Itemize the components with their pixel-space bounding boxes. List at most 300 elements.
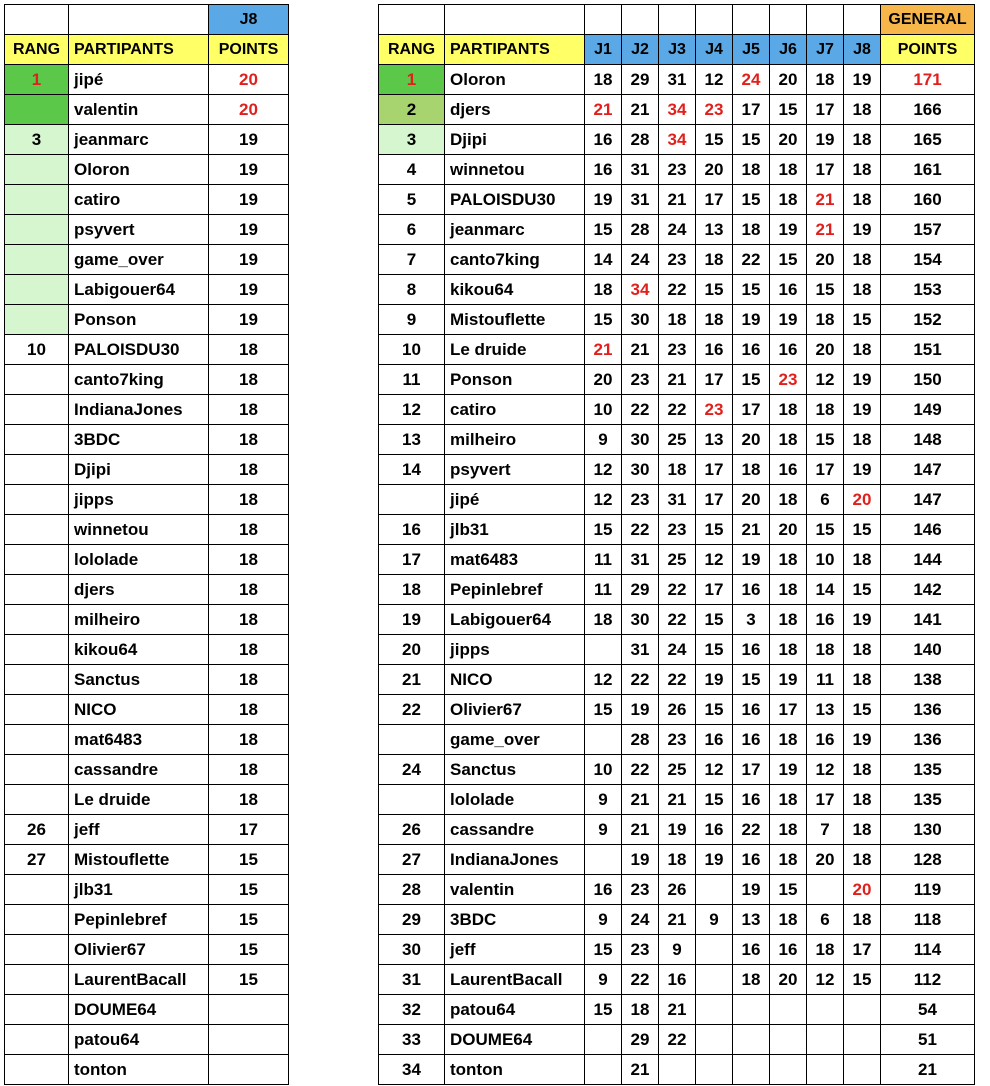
rank-header: RANG <box>5 35 69 65</box>
participant-name: kikou64 <box>445 275 585 305</box>
total-points-cell: 165 <box>881 125 975 155</box>
rank-cell <box>5 425 69 455</box>
round-score-j2: 21 <box>622 95 659 125</box>
table-row <box>5 245 289 275</box>
empty-header-cell <box>445 5 585 35</box>
round-score-j5: 24 <box>733 65 770 95</box>
round-score-j8: 18 <box>844 275 881 305</box>
total-points-cell: 148 <box>881 425 975 455</box>
rank-cell: 22 <box>379 695 445 725</box>
round-score-j4: 15 <box>696 695 733 725</box>
table-row <box>5 1025 289 1055</box>
participant-name: psyvert <box>445 455 585 485</box>
participant-name: milheiro <box>445 425 585 455</box>
round-score-j3: 31 <box>659 65 696 95</box>
participant-name: psyvert <box>69 215 209 245</box>
total-points-cell: 144 <box>881 545 975 575</box>
table-row <box>379 995 975 1025</box>
round-score-j2: 23 <box>622 935 659 965</box>
empty-header-cell <box>696 5 733 35</box>
round-score-j3: 23 <box>659 515 696 545</box>
participant-name: LaurentBacall <box>445 965 585 995</box>
rank-cell <box>5 965 69 995</box>
points-cell <box>209 1055 289 1085</box>
round-score-j8: 18 <box>844 245 881 275</box>
participant-name: jeanmarc <box>69 125 209 155</box>
participant-name: PALOISDU30 <box>69 335 209 365</box>
round-score-j7: 21 <box>807 185 844 215</box>
round-score-j8: 18 <box>844 155 881 185</box>
round-score-j2: 18 <box>622 995 659 1025</box>
points-cell: 20 <box>209 65 289 95</box>
participant-name: jipé <box>69 65 209 95</box>
round-score-j2: 23 <box>622 485 659 515</box>
participant-name: lololade <box>445 785 585 815</box>
rank-cell: 5 <box>379 185 445 215</box>
participant-name: patou64 <box>69 1025 209 1055</box>
table-row <box>379 395 975 425</box>
rank-cell: 24 <box>379 755 445 785</box>
round-score-j3: 21 <box>659 905 696 935</box>
total-points-cell: 135 <box>881 785 975 815</box>
round-score-j2: 19 <box>622 845 659 875</box>
total-points-cell: 149 <box>881 395 975 425</box>
round-score-j8: 19 <box>844 365 881 395</box>
total-points-cell: 157 <box>881 215 975 245</box>
participant-name: Oloron <box>69 155 209 185</box>
participant-name: IndianaJones <box>69 395 209 425</box>
round-score-j1: 16 <box>585 125 622 155</box>
participant-name: Pepinlebref <box>445 575 585 605</box>
round-score-j5: 19 <box>733 305 770 335</box>
round-score-j2: 22 <box>622 965 659 995</box>
round-score-j8: 18 <box>844 125 881 155</box>
rank-cell <box>5 605 69 635</box>
round-score-j3: 24 <box>659 215 696 245</box>
table-row <box>379 755 975 785</box>
table-row <box>379 155 975 185</box>
round-header-j1: J1 <box>585 35 622 65</box>
table-row <box>5 635 289 665</box>
points-cell: 18 <box>209 365 289 395</box>
round-score-j5: 17 <box>733 395 770 425</box>
empty-header-cell <box>807 5 844 35</box>
round-score-j4 <box>696 935 733 965</box>
total-points-cell: 166 <box>881 95 975 125</box>
round-score-j8: 18 <box>844 785 881 815</box>
round-score-j3: 25 <box>659 755 696 785</box>
table-row <box>5 95 289 125</box>
round-label: J8 <box>209 5 289 35</box>
round-score-j1: 18 <box>585 275 622 305</box>
round-score-j1: 15 <box>585 215 622 245</box>
total-points-cell: 138 <box>881 665 975 695</box>
participant-name: canto7king <box>445 245 585 275</box>
round-score-j7 <box>807 995 844 1025</box>
participant-name: winnetou <box>445 155 585 185</box>
round-score-j4: 16 <box>696 815 733 845</box>
round-score-j5: 18 <box>733 455 770 485</box>
round-score-j1 <box>585 635 622 665</box>
rank-cell <box>5 755 69 785</box>
participant-name: Sanctus <box>69 665 209 695</box>
round-score-j8: 19 <box>844 395 881 425</box>
round-score-j5: 22 <box>733 245 770 275</box>
participant-name: patou64 <box>445 995 585 1025</box>
round-score-j8: 18 <box>844 545 881 575</box>
round-score-j6: 18 <box>770 425 807 455</box>
round-score-j4: 12 <box>696 755 733 785</box>
table-row <box>5 485 289 515</box>
rank-cell <box>5 695 69 725</box>
round-score-j3: 26 <box>659 695 696 725</box>
rank-cell: 33 <box>379 1025 445 1055</box>
round-score-j8: 20 <box>844 485 881 515</box>
rank-cell <box>5 365 69 395</box>
rank-cell: 1 <box>5 65 69 95</box>
table-row <box>5 425 289 455</box>
table-row <box>5 335 289 365</box>
participant-name: jeff <box>445 935 585 965</box>
total-points-cell: 151 <box>881 335 975 365</box>
round-score-j6: 18 <box>770 905 807 935</box>
table-row <box>5 305 289 335</box>
round-score-j4: 15 <box>696 605 733 635</box>
table-row <box>5 395 289 425</box>
participant-name: cassandre <box>69 755 209 785</box>
table-row <box>5 515 289 545</box>
table-row <box>5 965 289 995</box>
round-score-j1: 11 <box>585 575 622 605</box>
round-score-j3: 31 <box>659 485 696 515</box>
round-score-j3: 21 <box>659 185 696 215</box>
participant-name: game_over <box>69 245 209 275</box>
rank-cell <box>5 305 69 335</box>
participant-name: jlb31 <box>69 875 209 905</box>
round-score-j4 <box>696 875 733 905</box>
round-score-j4: 23 <box>696 95 733 125</box>
round-score-j6: 17 <box>770 695 807 725</box>
rank-cell: 6 <box>379 215 445 245</box>
table-row <box>5 275 289 305</box>
participant-name: Olivier67 <box>69 935 209 965</box>
participant-name: LaurentBacall <box>69 965 209 995</box>
round-score-j5: 15 <box>733 275 770 305</box>
participant-name: jlb31 <box>445 515 585 545</box>
table-row <box>5 935 289 965</box>
round-score-j6: 16 <box>770 455 807 485</box>
round-score-j1: 21 <box>585 95 622 125</box>
round-score-j7: 18 <box>807 305 844 335</box>
participant-name: tonton <box>69 1055 209 1085</box>
participant-name: jipps <box>69 485 209 515</box>
points-cell: 15 <box>209 875 289 905</box>
round-score-j8: 19 <box>844 725 881 755</box>
participant-name: kikou64 <box>69 635 209 665</box>
points-cell: 18 <box>209 335 289 365</box>
participant-name: jipps <box>445 635 585 665</box>
points-cell: 18 <box>209 395 289 425</box>
total-points-cell: 153 <box>881 275 975 305</box>
total-points-cell: 135 <box>881 755 975 785</box>
round-score-j7: 15 <box>807 425 844 455</box>
round-score-j1: 19 <box>585 185 622 215</box>
round-score-j5: 20 <box>733 485 770 515</box>
points-cell: 18 <box>209 725 289 755</box>
round-score-j7: 12 <box>807 965 844 995</box>
round-score-j3: 34 <box>659 95 696 125</box>
participant-name: Pepinlebref <box>69 905 209 935</box>
participant-name: DOUME64 <box>69 995 209 1025</box>
round-score-j8 <box>844 1025 881 1055</box>
round-score-j8: 18 <box>844 665 881 695</box>
round-score-j6 <box>770 1025 807 1055</box>
participant-name: milheiro <box>69 605 209 635</box>
round-score-j1 <box>585 1055 622 1085</box>
round-header-j4: J4 <box>696 35 733 65</box>
round-score-j4: 9 <box>696 905 733 935</box>
round-score-j8: 19 <box>844 65 881 95</box>
round-score-j2: 29 <box>622 575 659 605</box>
round-score-j5: 15 <box>733 185 770 215</box>
rank-cell <box>5 155 69 185</box>
round-score-j4: 15 <box>696 635 733 665</box>
round-score-j6: 23 <box>770 365 807 395</box>
round-score-j2: 30 <box>622 605 659 635</box>
round-score-j6: 16 <box>770 935 807 965</box>
table-row <box>5 755 289 785</box>
total-points-cell: 128 <box>881 845 975 875</box>
round-score-j6: 18 <box>770 185 807 215</box>
round-score-j6 <box>770 1055 807 1085</box>
round-header-j7: J7 <box>807 35 844 65</box>
round-score-j7: 17 <box>807 785 844 815</box>
participant-name: 3BDC <box>445 905 585 935</box>
rank-cell: 8 <box>379 275 445 305</box>
table-row <box>5 155 289 185</box>
points-cell: 18 <box>209 755 289 785</box>
round-score-j5: 17 <box>733 755 770 785</box>
round-score-j5: 19 <box>733 875 770 905</box>
table-row <box>5 1055 289 1085</box>
participant-name: Le druide <box>445 335 585 365</box>
empty-header-cell <box>770 5 807 35</box>
table-row <box>379 785 975 815</box>
round-score-j5: 18 <box>733 155 770 185</box>
round-score-j6: 20 <box>770 65 807 95</box>
round-score-j2: 22 <box>622 395 659 425</box>
round-score-j2: 23 <box>622 365 659 395</box>
round-score-j3: 18 <box>659 455 696 485</box>
total-points-cell: 150 <box>881 365 975 395</box>
round-score-j5: 16 <box>733 725 770 755</box>
points-cell: 19 <box>209 215 289 245</box>
round-score-j6: 18 <box>770 395 807 425</box>
round-score-j4: 15 <box>696 125 733 155</box>
round-score-j2: 19 <box>622 695 659 725</box>
table-row <box>5 185 289 215</box>
rank-cell: 21 <box>379 665 445 695</box>
participant-name: winnetou <box>69 515 209 545</box>
round-score-j6: 18 <box>770 635 807 665</box>
round-score-j3: 16 <box>659 965 696 995</box>
rank-cell: 32 <box>379 995 445 1025</box>
participant-name: Oloron <box>445 65 585 95</box>
round-score-j5 <box>733 1055 770 1085</box>
round-score-j8: 18 <box>844 335 881 365</box>
round-score-j2: 31 <box>622 155 659 185</box>
table-row <box>5 125 289 155</box>
participant-name: IndianaJones <box>445 845 585 875</box>
rank-cell: 4 <box>379 155 445 185</box>
round-score-j1: 21 <box>585 335 622 365</box>
round-score-j8: 18 <box>844 185 881 215</box>
round-score-j8 <box>844 995 881 1025</box>
round-score-j8: 15 <box>844 515 881 545</box>
rank-cell: 19 <box>379 605 445 635</box>
round-score-j7: 11 <box>807 665 844 695</box>
round-score-j5: 15 <box>733 665 770 695</box>
total-points-cell: 171 <box>881 65 975 95</box>
rank-cell: 31 <box>379 965 445 995</box>
round-score-j2: 22 <box>622 515 659 545</box>
round-score-j4: 12 <box>696 545 733 575</box>
round-score-j1: 9 <box>585 905 622 935</box>
participant-name: Mistouflette <box>69 845 209 875</box>
points-cell: 18 <box>209 545 289 575</box>
rank-cell: 34 <box>379 1055 445 1085</box>
round-score-j5: 13 <box>733 905 770 935</box>
total-points-cell: 114 <box>881 935 975 965</box>
round-score-j5: 18 <box>733 215 770 245</box>
round-score-j5: 20 <box>733 425 770 455</box>
round-score-j8: 18 <box>844 905 881 935</box>
round-score-j2: 31 <box>622 635 659 665</box>
round-score-j4: 15 <box>696 785 733 815</box>
participant-name: cassandre <box>445 815 585 845</box>
table-row <box>379 245 975 275</box>
rank-cell <box>5 215 69 245</box>
table-row <box>5 845 289 875</box>
rank-cell: 14 <box>379 455 445 485</box>
round-score-j1: 9 <box>585 965 622 995</box>
points-cell: 19 <box>209 125 289 155</box>
table-row <box>5 815 289 845</box>
round-score-j4: 17 <box>696 575 733 605</box>
points-cell: 20 <box>209 95 289 125</box>
round-score-j2: 21 <box>622 815 659 845</box>
rank-cell <box>5 455 69 485</box>
points-cell: 18 <box>209 785 289 815</box>
round-score-j1: 11 <box>585 545 622 575</box>
table-row <box>379 845 975 875</box>
table-row <box>379 305 975 335</box>
table-row <box>5 605 289 635</box>
round-score-j4: 15 <box>696 275 733 305</box>
round-score-j3: 24 <box>659 635 696 665</box>
table-row <box>5 875 289 905</box>
points-cell <box>209 995 289 1025</box>
round-score-j3: 23 <box>659 245 696 275</box>
round-score-j3: 21 <box>659 365 696 395</box>
rank-cell <box>5 635 69 665</box>
round-score-j6: 20 <box>770 965 807 995</box>
round-header-j5: J5 <box>733 35 770 65</box>
round-score-j7: 16 <box>807 725 844 755</box>
round-score-j6: 18 <box>770 155 807 185</box>
round-score-j5: 21 <box>733 515 770 545</box>
round-score-j6: 18 <box>770 575 807 605</box>
round-score-j7: 13 <box>807 695 844 725</box>
round-score-j1: 16 <box>585 875 622 905</box>
round-score-j7: 19 <box>807 125 844 155</box>
round-score-j6: 19 <box>770 755 807 785</box>
round-score-j2: 28 <box>622 725 659 755</box>
rank-cell <box>5 995 69 1025</box>
participant-name: PALOISDU30 <box>445 185 585 215</box>
total-points-cell: 54 <box>881 995 975 1025</box>
round-score-j3: 23 <box>659 335 696 365</box>
table-row <box>379 1025 975 1055</box>
total-points-cell: 130 <box>881 815 975 845</box>
table-row <box>5 365 289 395</box>
round-score-j8: 18 <box>844 425 881 455</box>
round-score-j6: 15 <box>770 875 807 905</box>
round-score-j1: 18 <box>585 65 622 95</box>
round-score-j7: 14 <box>807 575 844 605</box>
participant-name: Olivier67 <box>445 695 585 725</box>
participant-name: Mistouflette <box>445 305 585 335</box>
points-header: POINTS <box>209 35 289 65</box>
round-score-j3: 26 <box>659 875 696 905</box>
rank-cell: 29 <box>379 905 445 935</box>
participants-header: PARTIPANTS <box>445 35 585 65</box>
table-row <box>379 215 975 245</box>
round-score-j3: 25 <box>659 545 696 575</box>
rank-cell: 27 <box>379 845 445 875</box>
rank-cell <box>5 95 69 125</box>
total-points-cell: 152 <box>881 305 975 335</box>
points-cell <box>209 1025 289 1055</box>
empty-header-cell <box>659 5 696 35</box>
round-score-j6: 18 <box>770 605 807 635</box>
rank-cell: 13 <box>379 425 445 455</box>
participant-name: tonton <box>445 1055 585 1085</box>
empty-header-cell <box>69 5 209 35</box>
round-score-j8: 15 <box>844 575 881 605</box>
round-score-j1: 18 <box>585 605 622 635</box>
round-score-j6: 18 <box>770 785 807 815</box>
table-row <box>379 515 975 545</box>
rank-cell: 10 <box>379 335 445 365</box>
round-score-j3: 22 <box>659 605 696 635</box>
round-score-j1: 9 <box>585 425 622 455</box>
total-points-header: POINTS <box>881 35 975 65</box>
round-score-j4: 12 <box>696 65 733 95</box>
points-cell: 18 <box>209 695 289 725</box>
round-score-j7 <box>807 875 844 905</box>
rank-cell: 2 <box>379 95 445 125</box>
table-row <box>379 455 975 485</box>
points-cell: 17 <box>209 815 289 845</box>
participant-name: djers <box>445 95 585 125</box>
round-score-j2: 30 <box>622 305 659 335</box>
rank-cell <box>5 275 69 305</box>
round-score-j2: 21 <box>622 1055 659 1085</box>
table-row <box>379 905 975 935</box>
round-header-j8: J8 <box>844 35 881 65</box>
round-score-j3: 23 <box>659 155 696 185</box>
